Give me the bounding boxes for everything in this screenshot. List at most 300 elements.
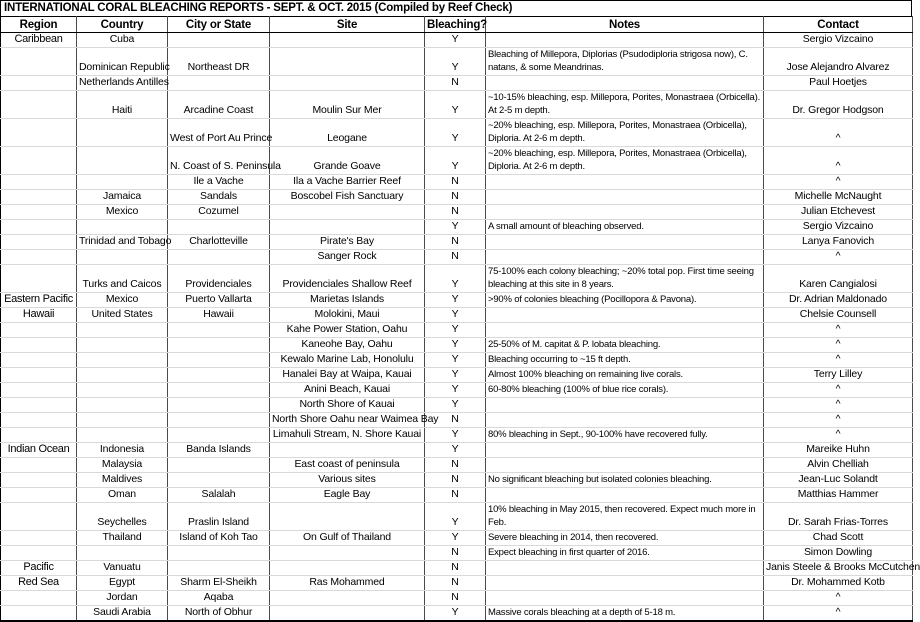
cell-notes — [486, 190, 764, 205]
note-text: Bleaching occurring to ~15 ft depth. — [488, 354, 631, 365]
column-header-bleaching: Bleaching? — [425, 17, 486, 33]
cell-bleaching: Y — [425, 531, 486, 546]
header-row — [1, 17, 913, 33]
cell-country: Dominican Republic — [77, 48, 168, 76]
cell-contact: Dr. Gregor Hodgson — [764, 91, 913, 119]
cell-site — [270, 503, 425, 531]
cell-city-or-state: Cozumel — [168, 205, 270, 220]
cell-city-or-state: N. Coast of S. Peninsula — [168, 147, 270, 175]
cell-notes — [486, 323, 764, 338]
cell-contact: Lanya Fanovich — [764, 235, 913, 250]
table-row — [1, 250, 913, 265]
cell-city-or-state — [168, 458, 270, 473]
cell-site: Limahuli Stream, N. Shore Kauai — [270, 428, 425, 443]
cell-bleaching: N — [425, 205, 486, 220]
cell-region: Hawaii — [1, 308, 77, 323]
cell-region — [1, 323, 77, 338]
cell-city-or-state — [168, 473, 270, 488]
cell-bleaching: Y — [425, 353, 486, 368]
cell-notes — [486, 119, 764, 147]
table-row — [1, 383, 913, 398]
note-text: 25-50% of M. capitat & P. lobata bleaching. — [488, 339, 661, 350]
cell-contact: Michelle McNaught — [764, 190, 913, 205]
cell-city-or-state: Sandals — [168, 190, 270, 205]
cell-notes — [486, 368, 764, 383]
column-header-site: Site — [270, 17, 425, 33]
cell-site: Various sites — [270, 473, 425, 488]
cell-notes — [486, 353, 764, 368]
cell-contact: Chad Scott — [764, 531, 913, 546]
cell-country: Haiti — [77, 91, 168, 119]
cell-city-or-state — [168, 561, 270, 576]
cell-notes — [486, 531, 764, 546]
cell-site: Moulin Sur Mer — [270, 91, 425, 119]
cell-city-or-state: Providenciales — [168, 265, 270, 293]
cell-contact: Julian Etchevest — [764, 205, 913, 220]
column-header-city-or-state: City or State — [168, 17, 270, 33]
table-row — [1, 91, 913, 119]
cell-country — [77, 368, 168, 383]
cell-country — [77, 546, 168, 561]
cell-region: Caribbean — [1, 33, 77, 48]
cell-country: Vanuatu — [77, 561, 168, 576]
cell-city-or-state: Banda Islands — [168, 443, 270, 458]
cell-region — [1, 205, 77, 220]
cell-region — [1, 119, 77, 147]
cell-country — [77, 119, 168, 147]
table-body — [1, 33, 920, 622]
cell-country — [77, 398, 168, 413]
note-text: ~20% bleaching, esp. Millepora, Porites, Monastraea (Orbicella), Diploria. At 2-6 m depth. — [488, 120, 747, 144]
cell-city-or-state: Hawaii — [168, 308, 270, 323]
cell-region — [1, 368, 77, 383]
cell-region — [1, 531, 77, 546]
table-row — [1, 235, 913, 250]
table-row — [1, 323, 913, 338]
cell-contact: ^ — [764, 413, 913, 428]
cell-notes — [486, 546, 764, 561]
cell-region — [1, 591, 77, 606]
cell-contact: Karen Cangialosi — [764, 265, 913, 293]
cell-contact: Dr. Adrian Maldonado — [764, 293, 913, 308]
cell-city-or-state — [168, 546, 270, 561]
cell-site: Kahe Power Station, Oahu — [270, 323, 425, 338]
note-text: ~20% bleaching, esp. Millepora, Porites, Monastraea (Orbicella), Diploria. At 2-6 m depth. — [488, 148, 747, 172]
cell-contact: Sergio Vizcaino — [764, 220, 913, 235]
cell-region: Eastern Pacific — [1, 293, 77, 308]
cell-bleaching: N — [425, 488, 486, 503]
cell-city-or-state — [168, 220, 270, 235]
cell-notes — [486, 488, 764, 503]
table-row — [1, 220, 913, 235]
cell-region — [1, 265, 77, 293]
cell-contact: Paul Hoetjes — [764, 76, 913, 91]
cell-country: Jamaica — [77, 190, 168, 205]
cell-country — [77, 323, 168, 338]
cell-notes — [486, 91, 764, 119]
cell-bleaching: Y — [425, 338, 486, 353]
cell-country: Seychelles — [77, 503, 168, 531]
cell-site: Eagle Bay — [270, 488, 425, 503]
table-row — [1, 473, 913, 488]
cell-notes — [486, 606, 764, 622]
note-text: Bleaching of Millepora, Diplorias (Psudodiploria strigosa now), C. natans, & some Meandrinas. — [488, 49, 748, 73]
cell-notes — [486, 308, 764, 323]
cell-notes — [486, 48, 764, 76]
cell-country: Oman — [77, 488, 168, 503]
cell-region — [1, 473, 77, 488]
coral-bleaching-table — [0, 16, 920, 622]
cell-region — [1, 398, 77, 413]
cell-site: Leogane — [270, 119, 425, 147]
cell-bleaching: Y — [425, 323, 486, 338]
table-row — [1, 606, 913, 622]
table-row — [1, 576, 913, 591]
cell-notes — [486, 458, 764, 473]
cell-city-or-state — [168, 428, 270, 443]
table-row — [1, 293, 913, 308]
cell-city-or-state — [168, 353, 270, 368]
cell-country: Saudi Arabia — [77, 606, 168, 622]
cell-country — [77, 175, 168, 190]
cell-region: Red Sea — [1, 576, 77, 591]
note-text: ~10-15% bleaching, esp. Millepora, Porites, Monastraea (Orbicella). At 2-5 m depth. — [488, 92, 761, 116]
table-row — [1, 76, 913, 91]
cell-country: Thailand — [77, 531, 168, 546]
cell-country: Mexico — [77, 293, 168, 308]
cell-site — [270, 220, 425, 235]
cell-country: Jordan — [77, 591, 168, 606]
cell-site: Hanalei Bay at Waipa, Kauai — [270, 368, 425, 383]
table-row — [1, 591, 913, 606]
table-row — [1, 147, 913, 175]
cell-bleaching: Y — [425, 293, 486, 308]
cell-site: Boscobel Fish Sanctuary — [270, 190, 425, 205]
cell-notes — [486, 235, 764, 250]
table-row — [1, 561, 913, 576]
cell-notes — [486, 398, 764, 413]
cell-region — [1, 428, 77, 443]
cell-bleaching: Y — [425, 119, 486, 147]
cell-bleaching: N — [425, 546, 486, 561]
cell-bleaching: N — [425, 561, 486, 576]
cell-contact: Sergio Vizcaino — [764, 33, 913, 48]
table-row — [1, 488, 913, 503]
cell-site: Providenciales Shallow Reef — [270, 265, 425, 293]
cell-bleaching: N — [425, 175, 486, 190]
cell-region — [1, 91, 77, 119]
cell-country: Indonesia — [77, 443, 168, 458]
cell-site: East coast of peninsula — [270, 458, 425, 473]
table-row — [1, 175, 913, 190]
cell-country: Egypt — [77, 576, 168, 591]
table-row — [1, 308, 913, 323]
cell-country — [77, 338, 168, 353]
cell-site — [270, 443, 425, 458]
cell-country: Trinidad and Tobago — [77, 235, 168, 250]
column-header-contact: Contact — [764, 17, 913, 33]
table-row — [1, 458, 913, 473]
cell-city-or-state — [168, 33, 270, 48]
cell-bleaching: Y — [425, 606, 486, 622]
table-row — [1, 205, 913, 220]
cell-bleaching: N — [425, 190, 486, 205]
cell-bleaching: Y — [425, 383, 486, 398]
note-text: 10% bleaching in May 2015, then recovered. Expect much more in Feb. — [488, 504, 756, 528]
cell-notes — [486, 205, 764, 220]
cell-city-or-state: West of Port Au Prince — [168, 119, 270, 147]
cell-region — [1, 147, 77, 175]
cell-city-or-state: North of Obhur — [168, 606, 270, 622]
cell-contact: Dr. Mohammed Kotb — [764, 576, 913, 591]
cell-notes — [486, 413, 764, 428]
cell-bleaching: Y — [425, 368, 486, 383]
cell-city-or-state: Puerto Vallarta — [168, 293, 270, 308]
cell-contact: ^ — [764, 428, 913, 443]
cell-country: Turks and Caicos — [77, 265, 168, 293]
cell-city-or-state: Praslin Island — [168, 503, 270, 531]
cell-bleaching: Y — [425, 33, 486, 48]
cell-contact: ^ — [764, 175, 913, 190]
cell-site: Anini Beach, Kauai — [270, 383, 425, 398]
table-row — [1, 119, 913, 147]
cell-region — [1, 175, 77, 190]
cell-bleaching: Y — [425, 428, 486, 443]
cell-contact: Jose Alejandro Alvarez — [764, 48, 913, 76]
cell-notes — [486, 33, 764, 48]
cell-site: Kaneohe Bay, Oahu — [270, 338, 425, 353]
cell-contact: Jean-Luc Solandt — [764, 473, 913, 488]
cell-notes — [486, 561, 764, 576]
table-row — [1, 443, 913, 458]
table-row — [1, 546, 913, 561]
note-text: Severe bleaching in 2014, then recovered. — [488, 532, 659, 543]
cell-region — [1, 606, 77, 622]
cell-site: Ras Mohammed — [270, 576, 425, 591]
cell-city-or-state: Northeast DR — [168, 48, 270, 76]
cell-site: Grande Goave — [270, 147, 425, 175]
note-text: Massive corals bleaching at a depth of 5-18 m. — [488, 607, 676, 618]
cell-country: United States — [77, 308, 168, 323]
cell-country: Malaysia — [77, 458, 168, 473]
cell-city-or-state: Sharm El-Sheikh — [168, 576, 270, 591]
cell-bleaching: Y — [425, 265, 486, 293]
cell-country — [77, 147, 168, 175]
cell-site — [270, 48, 425, 76]
cell-site: North Shore Oahu near Waimea Bay — [270, 413, 425, 428]
cell-city-or-state: Charlotteville — [168, 235, 270, 250]
note-text: Expect bleaching in first quarter of 2016. — [488, 547, 650, 558]
cell-site — [270, 76, 425, 91]
cell-notes — [486, 338, 764, 353]
cell-notes — [486, 293, 764, 308]
cell-contact: Janis Steele & Brooks McCutchen — [764, 561, 913, 576]
table-row — [1, 48, 913, 76]
cell-site — [270, 33, 425, 48]
cell-contact: Dr. Sarah Frias-Torres — [764, 503, 913, 531]
cell-notes — [486, 250, 764, 265]
cell-notes — [486, 76, 764, 91]
cell-notes — [486, 383, 764, 398]
table-row — [1, 338, 913, 353]
cell-country — [77, 413, 168, 428]
cell-region — [1, 503, 77, 531]
cell-bleaching: Y — [425, 91, 486, 119]
cell-site: North Shore of Kauai — [270, 398, 425, 413]
cell-country — [77, 220, 168, 235]
cell-region — [1, 353, 77, 368]
cell-notes — [486, 147, 764, 175]
cell-site: Pirate's Bay — [270, 235, 425, 250]
cell-contact: Matthias Hammer — [764, 488, 913, 503]
cell-notes — [486, 265, 764, 293]
cell-bleaching: Y — [425, 220, 486, 235]
cell-contact: ^ — [764, 383, 913, 398]
column-header-region: Region — [1, 17, 77, 33]
cell-site: Marietas Islands — [270, 293, 425, 308]
cell-contact: ^ — [764, 250, 913, 265]
table-row — [1, 398, 913, 413]
table-row — [1, 190, 913, 205]
cell-bleaching: Y — [425, 503, 486, 531]
cell-city-or-state — [168, 398, 270, 413]
cell-notes — [486, 428, 764, 443]
cell-notes — [486, 220, 764, 235]
table-row — [1, 531, 913, 546]
cell-city-or-state: Aqaba — [168, 591, 270, 606]
cell-country — [77, 353, 168, 368]
cell-notes — [486, 576, 764, 591]
cell-region — [1, 383, 77, 398]
cell-region — [1, 413, 77, 428]
cell-contact: ^ — [764, 323, 913, 338]
cell-contact: ^ — [764, 119, 913, 147]
cell-contact: Chelsie Counsell — [764, 308, 913, 323]
cell-bleaching: N — [425, 235, 486, 250]
cell-region — [1, 48, 77, 76]
cell-region — [1, 76, 77, 91]
table-row — [1, 368, 913, 383]
table-row — [1, 265, 913, 293]
cell-bleaching: Y — [425, 48, 486, 76]
cell-bleaching: N — [425, 591, 486, 606]
cell-region — [1, 220, 77, 235]
cell-site — [270, 205, 425, 220]
cell-city-or-state: Arcadine Coast — [168, 91, 270, 119]
cell-site: Kewalo Marine Lab, Honolulu — [270, 353, 425, 368]
cell-city-or-state — [168, 76, 270, 91]
cell-city-or-state — [168, 338, 270, 353]
cell-bleaching: N — [425, 458, 486, 473]
cell-contact: ^ — [764, 147, 913, 175]
table-row — [1, 428, 913, 443]
cell-site: Sanger Rock — [270, 250, 425, 265]
cell-notes — [486, 473, 764, 488]
cell-region: Pacific — [1, 561, 77, 576]
cell-contact: ^ — [764, 606, 913, 622]
note-text: No significant bleaching but isolated colonies bleaching. — [488, 474, 712, 485]
cell-country — [77, 428, 168, 443]
table-row — [1, 413, 913, 428]
cell-bleaching: N — [425, 250, 486, 265]
cell-country — [77, 383, 168, 398]
cell-country: Cuba — [77, 33, 168, 48]
cell-bleaching: N — [425, 76, 486, 91]
cell-region — [1, 190, 77, 205]
note-text: >90% of colonies bleaching (Pocillopora & Pavona). — [488, 294, 697, 305]
cell-region — [1, 338, 77, 353]
cell-region — [1, 250, 77, 265]
sheet-title: INTERNATIONAL CORAL BLEACHING REPORTS - SEPT. & OCT. 2015 (Compiled by Reef Check) — [0, 0, 912, 16]
cell-bleaching: Y — [425, 308, 486, 323]
cell-site: On Gulf of Thailand — [270, 531, 425, 546]
table-row — [1, 33, 913, 48]
cell-region — [1, 458, 77, 473]
cell-bleaching: N — [425, 413, 486, 428]
cell-country: Netherlands Antilles — [77, 76, 168, 91]
cell-region — [1, 546, 77, 561]
cell-contact: Simon Dowling — [764, 546, 913, 561]
cell-site: Molokini, Maui — [270, 308, 425, 323]
cell-contact: Mareike Huhn — [764, 443, 913, 458]
note-text: 60-80% bleaching (100% of blue rice corals). — [488, 384, 669, 395]
cell-city-or-state — [168, 250, 270, 265]
cell-site — [270, 591, 425, 606]
cell-country: Maldives — [77, 473, 168, 488]
cell-city-or-state — [168, 368, 270, 383]
cell-contact: ^ — [764, 591, 913, 606]
table-row — [1, 503, 913, 531]
cell-contact: ^ — [764, 353, 913, 368]
cell-contact: Terry Lilley — [764, 368, 913, 383]
note-text: 75-100% each colony bleaching; ~20% total pop. First time seeing bleaching at this site in 8 years. — [488, 266, 754, 290]
column-header-notes: Notes — [486, 17, 764, 33]
cell-notes — [486, 591, 764, 606]
cell-site — [270, 561, 425, 576]
note-text: Almost 100% bleaching on remaining live corals. — [488, 369, 683, 380]
cell-city-or-state: Salalah — [168, 488, 270, 503]
cell-country: Mexico — [77, 205, 168, 220]
cell-site: Ila a Vache Barrier Reef — [270, 175, 425, 190]
cell-notes — [486, 175, 764, 190]
cell-site — [270, 606, 425, 622]
cell-contact: Alvin Chelliah — [764, 458, 913, 473]
cell-notes — [486, 443, 764, 458]
column-header-country: Country — [77, 17, 168, 33]
cell-bleaching: Y — [425, 398, 486, 413]
cell-city-or-state — [168, 413, 270, 428]
cell-city-or-state: Ile a Vache — [168, 175, 270, 190]
cell-region — [1, 488, 77, 503]
cell-city-or-state — [168, 323, 270, 338]
cell-city-or-state: Island of Koh Tao — [168, 531, 270, 546]
table-row — [1, 353, 913, 368]
note-text: A small amount of bleaching observed. — [488, 221, 644, 232]
cell-region — [1, 235, 77, 250]
cell-notes — [486, 503, 764, 531]
cell-bleaching: Y — [425, 443, 486, 458]
cell-city-or-state — [168, 383, 270, 398]
note-text: 80% bleaching in Sept., 90-100% have recovered fully. — [488, 429, 708, 440]
cell-contact: ^ — [764, 398, 913, 413]
cell-bleaching: Y — [425, 147, 486, 175]
cell-bleaching: N — [425, 576, 486, 591]
cell-region: Indian Ocean — [1, 443, 77, 458]
cell-site — [270, 546, 425, 561]
cell-contact: ^ — [764, 338, 913, 353]
cell-country — [77, 250, 168, 265]
cell-bleaching: N — [425, 473, 486, 488]
